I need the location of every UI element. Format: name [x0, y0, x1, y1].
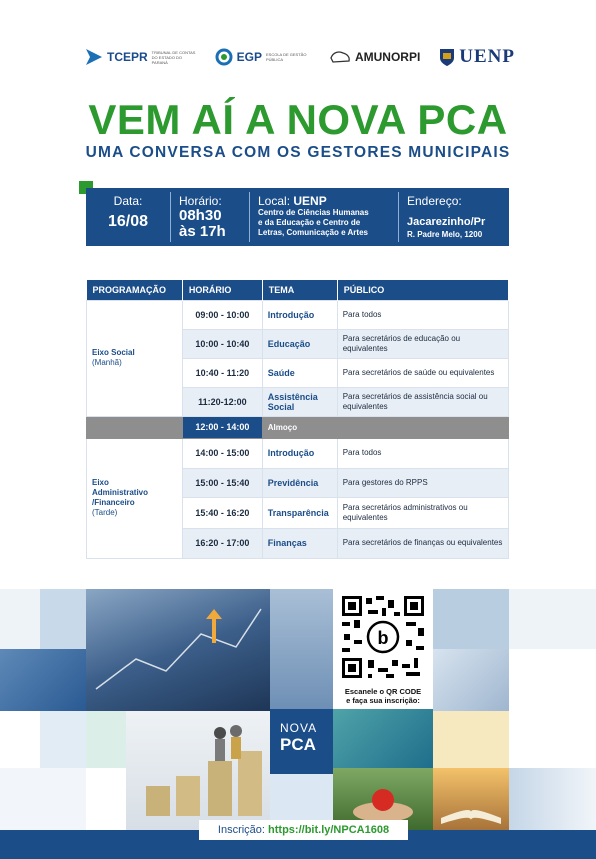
uenp-crest-icon — [439, 47, 455, 67]
table-row-lunch — [87, 416, 509, 438]
amunorpi-name: AMUNORPI — [354, 50, 421, 64]
row-time: 14:00 - 15:00 — [182, 438, 262, 468]
tcepr-logo — [85, 48, 196, 66]
registration-link[interactable] — [199, 820, 408, 840]
amunorpi-map-icon — [329, 49, 351, 65]
table-row — [87, 300, 509, 329]
location-name: UENP — [293, 194, 327, 208]
logo-bar — [85, 42, 515, 72]
collage-tile — [509, 768, 596, 830]
nova-line-2: PCA — [280, 735, 316, 754]
tcepr-name: TCEPR — [107, 50, 148, 64]
row-tema: Introdução — [262, 438, 337, 468]
row-tema: Finanças — [262, 528, 337, 558]
row-tema: Assistência Social — [262, 387, 337, 416]
lunch-time: 12:00 - 14:00 — [182, 416, 262, 438]
header-tema: TEMA — [262, 280, 337, 300]
uenp-name: UENP — [459, 46, 515, 67]
row-publico: Para todos — [337, 300, 508, 329]
qr-caption-line-2: e faça sua inscrição: — [346, 696, 420, 705]
collage-tile — [86, 711, 126, 768]
info-location — [250, 192, 399, 242]
image-collage — [0, 589, 596, 830]
network-image — [333, 709, 433, 768]
row-tema: Introdução — [262, 300, 337, 329]
address-street: R. Padre Melo, 1200 — [407, 230, 483, 239]
collage-tile — [40, 711, 86, 768]
event-info-banner — [86, 188, 509, 246]
address-label: Endereço: — [407, 194, 462, 208]
lunch-empty — [87, 416, 183, 438]
amunorpi-logo — [329, 49, 420, 65]
book-image — [433, 768, 509, 830]
time-start: 08h30 — [179, 207, 222, 224]
group-eixo-social: Eixo Social (Manhã) — [87, 300, 183, 416]
location-line-2: e da Educação e Centro de — [258, 218, 361, 227]
book-icon — [433, 768, 509, 830]
schedule-table — [86, 280, 509, 559]
page-subtitle: UMA CONVERSA COM OS GESTORES MUNICIPAIS — [85, 144, 511, 161]
info-address — [399, 192, 509, 242]
collage-tile — [509, 589, 596, 649]
row-time: 10:40 - 11:20 — [182, 358, 262, 387]
row-publico: Para secretários de assistência social ou equivalentes — [337, 387, 508, 416]
row-time: 15:40 - 16:20 — [182, 497, 262, 528]
address-city: Jacarezinho/Pr — [407, 216, 486, 228]
page-title: VEM AÍ A NOVA PCA — [88, 96, 508, 143]
coins-icon — [126, 711, 270, 830]
date-label: Data: — [113, 194, 143, 208]
info-date — [86, 192, 171, 242]
growth-arrow-icon — [86, 589, 270, 711]
row-publico: Para secretários de finanças ou equivalentes — [337, 528, 508, 558]
row-time: 16:20 - 17:00 — [182, 528, 262, 558]
collage-tile — [433, 589, 509, 649]
row-time: 11:20-12:00 — [182, 387, 262, 416]
collage-tile — [0, 589, 40, 649]
qr-caption — [333, 687, 433, 705]
row-publico: Para secretários administrativos ou equivalentes — [337, 497, 508, 528]
egp-logo — [215, 48, 310, 66]
qr-code-icon[interactable] — [340, 594, 426, 680]
row-tema: Saúde — [262, 358, 337, 387]
date-value: 16/08 — [107, 213, 149, 230]
collage-tile — [40, 589, 86, 649]
growth-chart-image — [86, 589, 270, 711]
nova-line-1: NOVA — [280, 721, 318, 735]
tcepr-sub: TRIBUNAL DE CONTAS DO ESTADO DO PARANÁ — [151, 49, 196, 65]
table-header-row — [87, 280, 509, 300]
row-time: 09:00 - 10:00 — [182, 300, 262, 329]
egp-sub: ESCOLA DE GESTÃO PÚBLICA — [265, 52, 307, 62]
row-tema: Transparência — [262, 497, 337, 528]
row-tema: Educação — [262, 329, 337, 358]
row-tema: Previdência — [262, 468, 337, 497]
svg-text:b: b — [377, 628, 389, 648]
info-time — [171, 192, 250, 242]
collage-tile — [0, 768, 86, 830]
egp-name: EGP — [236, 50, 262, 64]
row-publico: Para secretários de educação ou equivalentes — [337, 329, 508, 358]
lunch-publico — [337, 416, 508, 438]
time-end: às 17h — [179, 223, 226, 240]
header-programacao: PROGRAMAÇÃO — [87, 280, 183, 300]
coins-image — [126, 711, 270, 830]
keyboard-image — [0, 649, 86, 711]
uenp-logo — [439, 46, 515, 68]
nova-pca-badge — [270, 709, 333, 774]
tcepr-arrow-icon — [85, 48, 103, 66]
egp-swirl-icon — [215, 48, 233, 66]
time-label: Horário: — [179, 194, 222, 208]
collage-tile — [433, 649, 509, 711]
registration-label: Inscrição: — [217, 824, 265, 836]
collage-tile — [433, 711, 509, 768]
qr-caption-line-1: Escanele o QR CODE — [344, 687, 422, 696]
row-publico: Para gestores do RPPS — [337, 468, 508, 497]
row-time: 10:00 - 10:40 — [182, 329, 262, 358]
registration-url[interactable]: https://bit.ly/NPCA1608 — [268, 824, 390, 836]
header-horario: HORÁRIO — [182, 280, 262, 300]
row-publico: Para secretários de saúde ou equivalentes — [337, 358, 508, 387]
group-eixo-administrativo: Eixo Administrativo /Financeiro (Tarde) — [87, 438, 183, 558]
table-row — [87, 438, 509, 468]
location-label: Local: UENP — [258, 194, 327, 208]
location-line-3: Letras, Comunicação e Artes — [258, 228, 368, 237]
row-publico: Para todos — [337, 438, 508, 468]
lunch-tema: Almoço — [262, 416, 337, 438]
header-publico: PÚBLICO — [337, 280, 508, 300]
location-line-1: Centro de Ciências Humanas — [258, 208, 369, 217]
collage-tile — [270, 589, 333, 709]
row-time: 15:00 - 15:40 — [182, 468, 262, 497]
